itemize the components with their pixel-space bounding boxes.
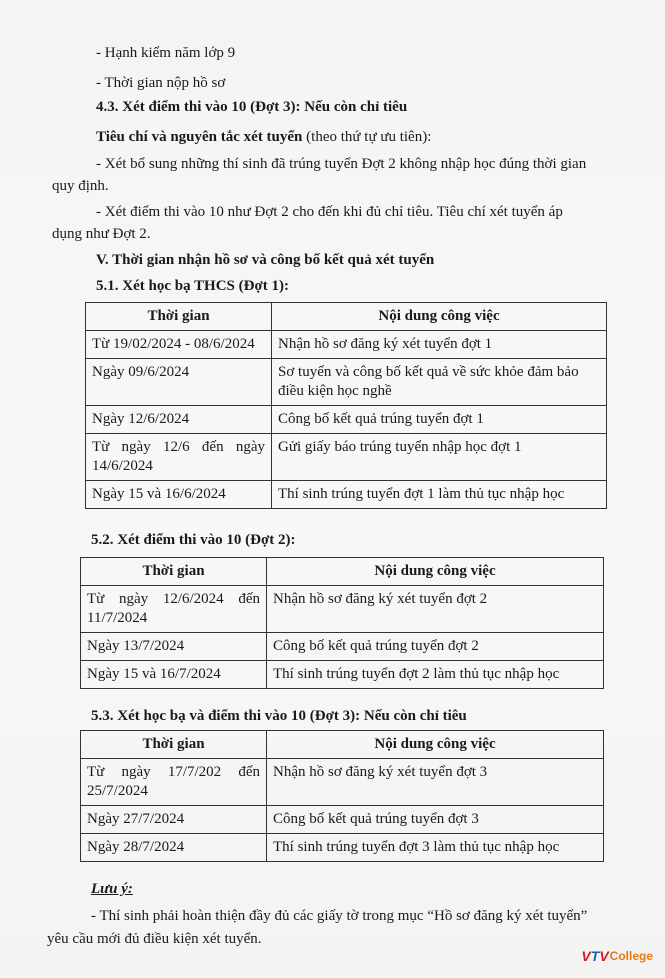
paragraph-1-line-1: - Xét bổ sung những thí sinh đã trúng tuyển Đợt 2 không nhập học đúng thời gian xyxy=(96,156,587,172)
cell-time: Từ ngày 12/6/2024 đến 11/7/2024 xyxy=(81,586,267,633)
cell-content: Gửi giấy báo trúng tuyển nhập học đợt 1 xyxy=(272,434,607,481)
header-content: Nội dung công việc xyxy=(272,303,607,331)
header-time: Thời gian xyxy=(86,303,272,331)
table-header-row xyxy=(86,303,607,331)
table-row xyxy=(81,586,604,633)
table-row xyxy=(86,359,607,406)
criteria-line xyxy=(96,128,431,146)
table-header-row xyxy=(81,558,604,586)
paragraph-2-line-2: dụng như Đợt 2. xyxy=(52,226,151,242)
table-row xyxy=(81,661,604,689)
cell-content: Nhận hồ sơ đăng ký xét tuyển đợt 1 xyxy=(272,331,607,359)
cell-content: Thí sinh trúng tuyển đợt 1 làm thủ tục nhập học xyxy=(272,481,607,509)
cell-time: Từ 19/02/2024 - 08/6/2024 xyxy=(86,331,272,359)
heading-section-v: V. Thời gian nhận hồ sơ và công bố kết quả xét tuyển xyxy=(96,252,435,268)
table-row xyxy=(81,633,604,661)
cell-time: Ngày 15 và 16/6/2024 xyxy=(86,481,272,509)
cell-content: Thí sinh trúng tuyển đợt 3 làm thủ tục nhập học xyxy=(267,834,604,862)
table-row xyxy=(86,481,607,509)
vtv-college-logo: V T V College xyxy=(581,948,653,964)
cell-content: Nhận hồ sơ đăng ký xét tuyển đợt 2 xyxy=(267,586,604,633)
cell-content: Nhận hồ sơ đăng ký xét tuyển đợt 3 xyxy=(267,759,604,806)
cell-time: Ngày 15 và 16/7/2024 xyxy=(81,661,267,689)
cell-time: Từ ngày 17/7/202 đến 25/7/2024 xyxy=(81,759,267,806)
table-row xyxy=(86,406,607,434)
criteria-note: (theo thứ tự ưu tiên): xyxy=(302,129,432,145)
heading-5-1: 5.1. Xét học bạ THCS (Đợt 1): xyxy=(96,278,290,294)
paragraph-1-line-2: quy định. xyxy=(52,178,109,194)
cell-content: Sơ tuyển và công bố kết quả về sức khỏe đảm bảo điều kiện học nghề xyxy=(272,359,607,406)
table-row xyxy=(81,806,604,834)
cell-content: Công bố kết quả trúng tuyển đợt 1 xyxy=(272,406,607,434)
cell-time: Ngày 27/7/2024 xyxy=(81,806,267,834)
bullet-conduct: - Hạnh kiểm năm lớp 9 xyxy=(96,45,236,61)
cell-content: Công bố kết quả trúng tuyển đợt 2 xyxy=(267,633,604,661)
bullet-submission-time: - Thời gian nộp hồ sơ xyxy=(96,75,226,91)
header-content: Nội dung công việc xyxy=(267,731,604,759)
note-label: Lưu ý: xyxy=(91,881,133,897)
criteria-label: Tiêu chí và nguyên tắc xét tuyển xyxy=(96,129,303,145)
table-row xyxy=(86,331,607,359)
heading-5-3: 5.3. Xét học bạ và điểm thi vào 10 (Đợt 3): Nếu còn chỉ tiêu xyxy=(91,708,467,724)
schedule-table-round-1 xyxy=(85,302,607,509)
note-line-2: yêu cầu mới đủ điều kiện xét tuyển. xyxy=(47,931,262,947)
header-content: Nội dung công việc xyxy=(267,558,604,586)
note-line-1: - Thí sinh phải hoàn thiện đầy đủ các giấy tờ trong mục “Hồ sơ đăng ký xét tuyển” xyxy=(91,908,588,924)
cell-content: Thí sinh trúng tuyển đợt 2 làm thủ tục nhập học xyxy=(267,661,604,689)
cell-time: Ngày 28/7/2024 xyxy=(81,834,267,862)
header-time: Thời gian xyxy=(81,731,267,759)
heading-5-2: 5.2. Xét điểm thi vào 10 (Đợt 2): xyxy=(91,532,296,548)
cell-time: Ngày 13/7/2024 xyxy=(81,633,267,661)
table-row xyxy=(81,834,604,862)
paragraph-2-line-1: - Xét điểm thi vào 10 như Đợt 2 cho đến khi đủ chỉ tiêu. Tiêu chí xét tuyển áp xyxy=(96,204,563,220)
table-row xyxy=(81,759,604,806)
cell-time: Ngày 12/6/2024 xyxy=(86,406,272,434)
table-row xyxy=(86,434,607,481)
cell-content: Công bố kết quả trúng tuyển đợt 3 xyxy=(267,806,604,834)
schedule-table-round-3 xyxy=(80,730,604,862)
schedule-table-round-2 xyxy=(80,557,604,689)
cell-time: Từ ngày 12/6 đến ngày 14/6/2024 xyxy=(86,434,272,481)
cell-time: Ngày 09/6/2024 xyxy=(86,359,272,406)
header-time: Thời gian xyxy=(81,558,267,586)
heading-4-3: 4.3. Xét điểm thi vào 10 (Đợt 3): Nếu còn chỉ tiêu xyxy=(96,99,408,115)
table-header-row xyxy=(81,731,604,759)
